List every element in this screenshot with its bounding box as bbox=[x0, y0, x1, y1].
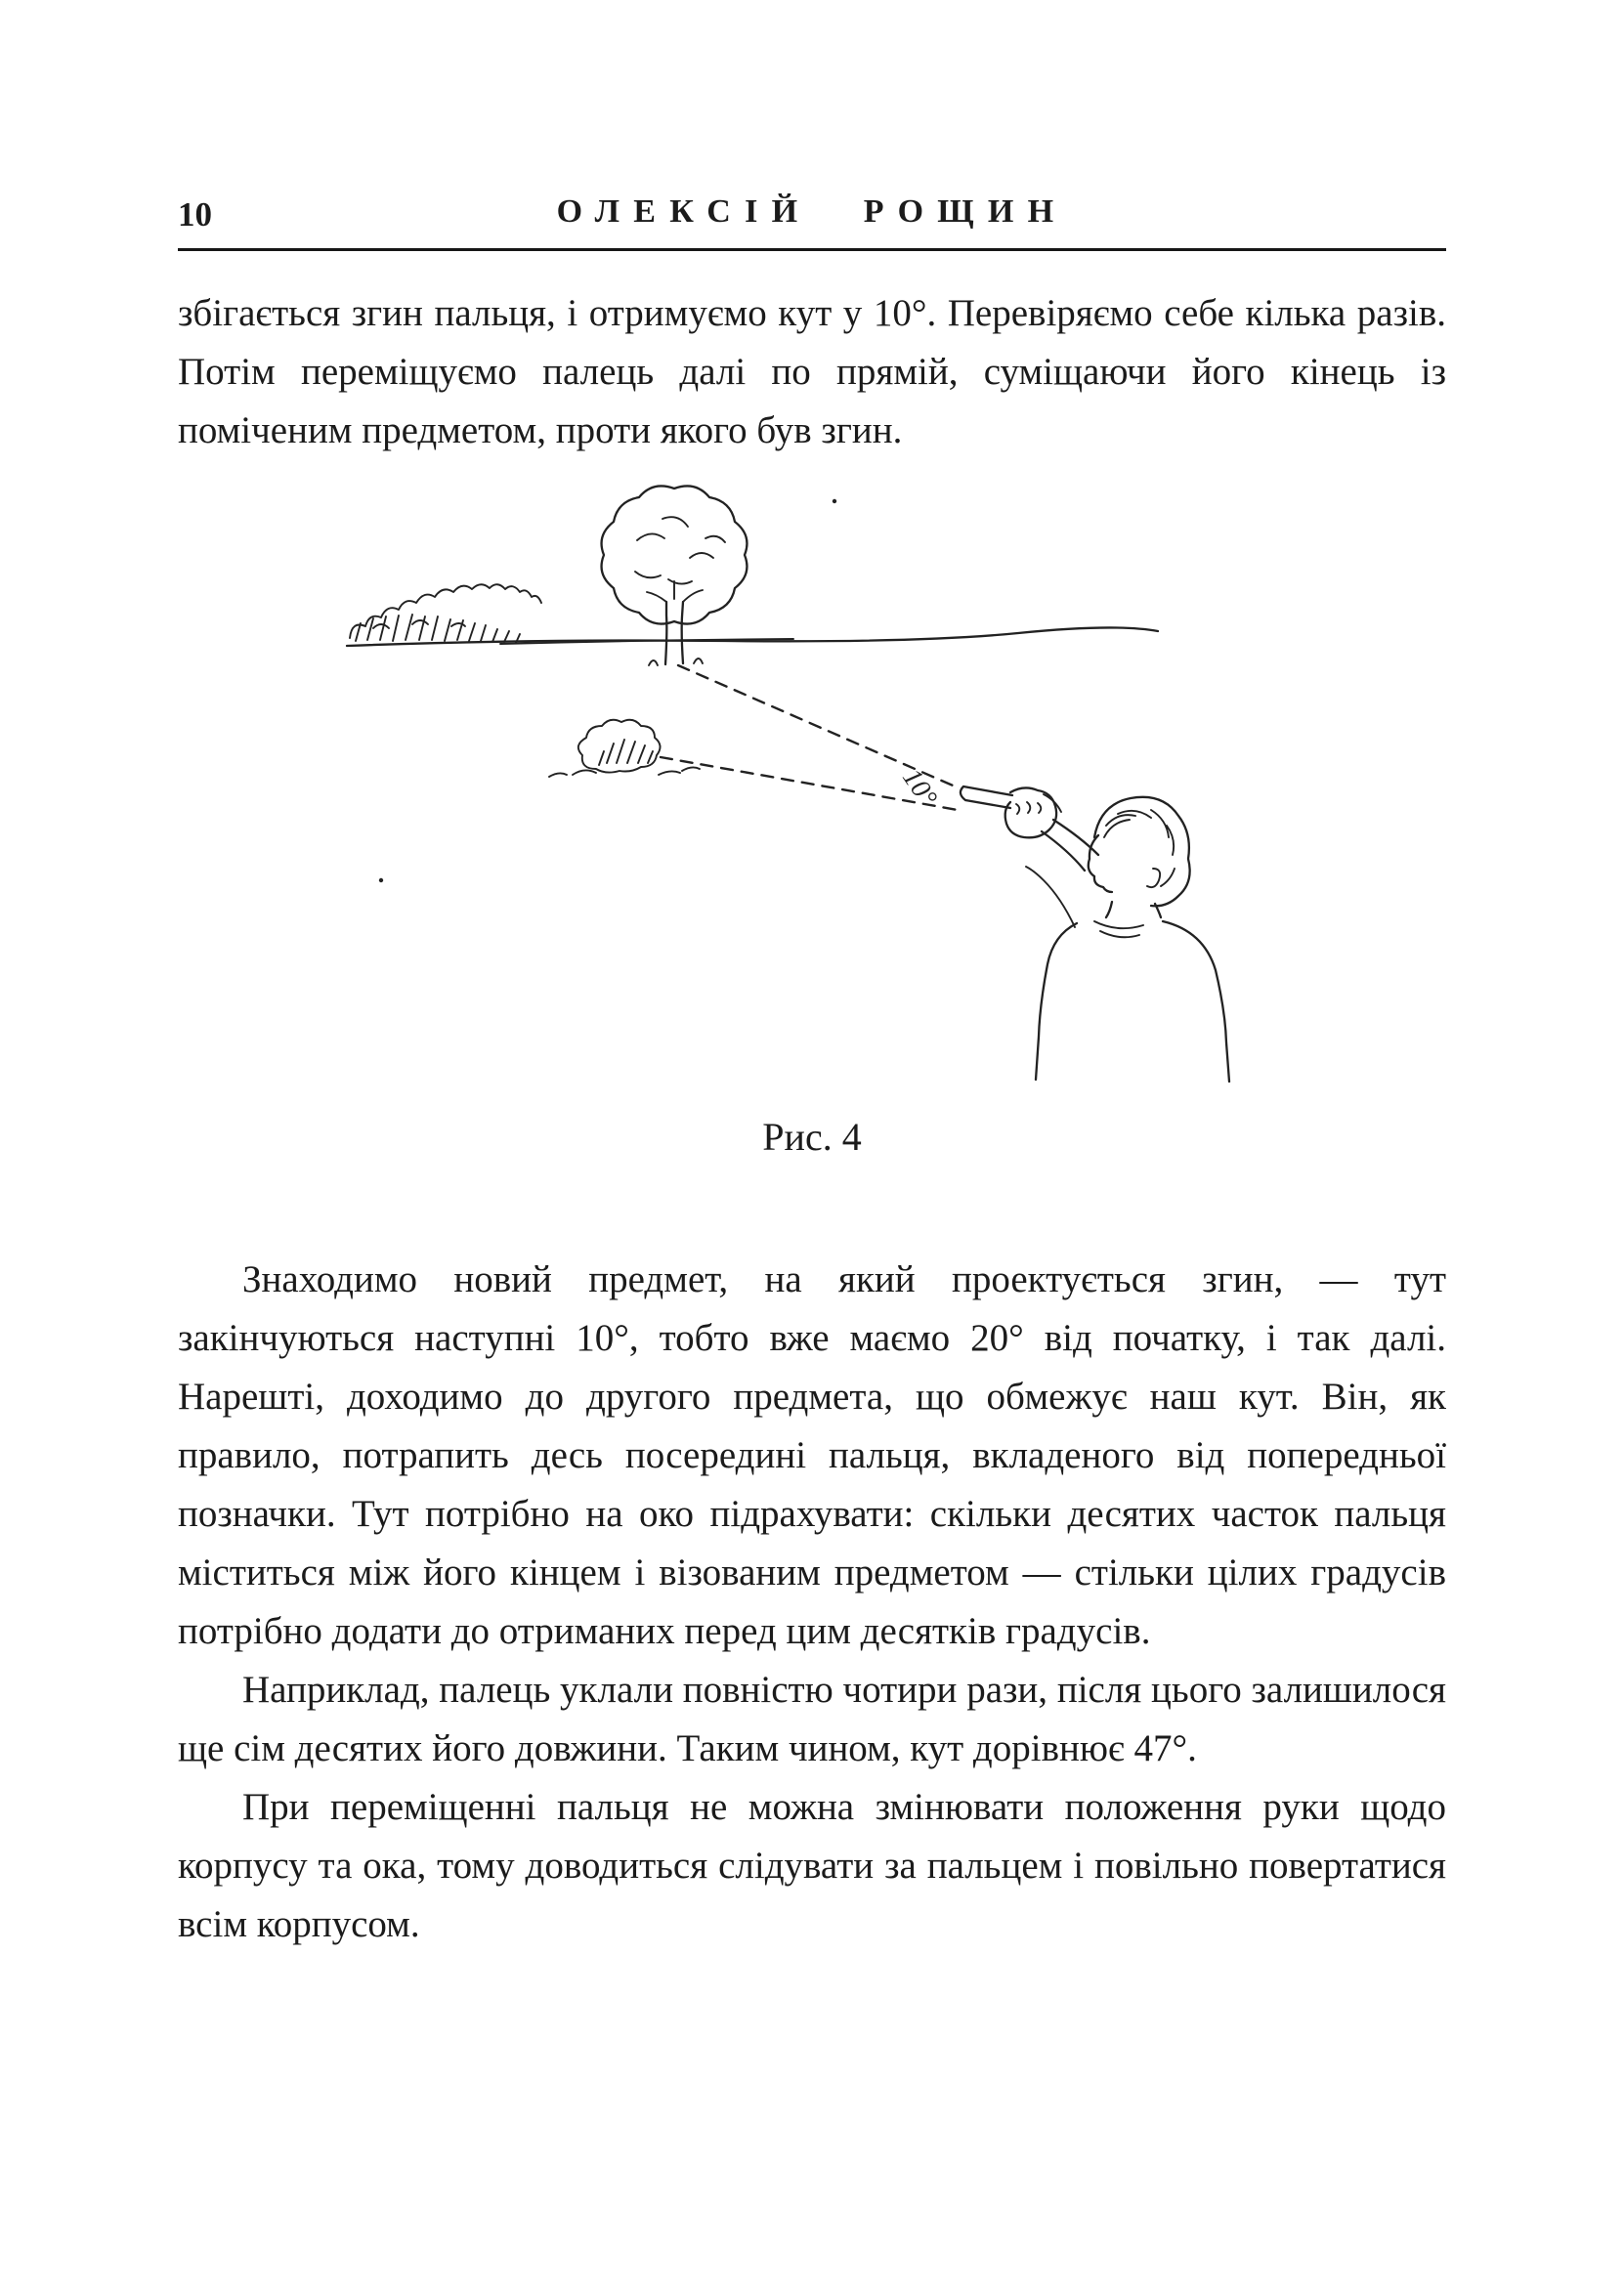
paragraph-2: Знаходимо новий предмет, на який проектується згин, — тут закінчуються наступні 10°, тобто вже маємо 20° від початку, і так далі. Нарешті, доходимо до другого предмета, що обмежує наш кут. Він, як правило, потрапить десь посередині пальця, вкладеного від попередньої позначки. Тут потрібно на око підрахувати: скільки десятих часток пальця міститься між його кінцем і візованим предметом — стільки цілих градусів потрібно додати до отриманих перед цим десятків градусів. bbox=[178, 1258, 1446, 1652]
paragraph-3: Наприклад, палець уклали повністю чотири рази, після цього залишилося ще сім десятих його довжини. Таким чином, кут дорівнює 47°. bbox=[178, 1669, 1446, 1769]
paragraph-1: збігається згин пальця, і отримуємо кут у 10°. Перевіряємо себе кілька разів. Потім переміщуємо палець далі по прямій, суміщаючи його кінець із поміченим предметом, проти якого був згин. bbox=[178, 292, 1446, 451]
page-content bbox=[178, 0, 1446, 1954]
page-header bbox=[178, 193, 1446, 238]
tree bbox=[602, 486, 748, 665]
paragraph-4: При переміщенні пальця не можна змінювати положення руки щодо корпусу та ока, тому доводиться слідувати за пальцем і повільно повертатися всім корпусом. bbox=[178, 1786, 1446, 1945]
ink-specks bbox=[379, 499, 836, 882]
figure-caption: Рис. 4 bbox=[762, 1115, 862, 1159]
field-bush bbox=[549, 720, 700, 777]
bush-row bbox=[350, 584, 541, 643]
observer bbox=[1026, 797, 1229, 1082]
running-title: ОЛЕКСІЙ РОЩИН bbox=[556, 193, 1068, 230]
angle-label: 10° bbox=[896, 763, 943, 813]
page-number: 10 bbox=[178, 195, 212, 234]
figure-illustration bbox=[178, 482, 1446, 1083]
horizon-line bbox=[347, 627, 1158, 646]
header-rule bbox=[178, 248, 1446, 251]
pointing-hand bbox=[961, 786, 1061, 837]
figure-4 bbox=[178, 482, 1446, 1167]
body-text bbox=[178, 284, 1446, 1954]
lower-text bbox=[178, 1251, 1446, 1954]
